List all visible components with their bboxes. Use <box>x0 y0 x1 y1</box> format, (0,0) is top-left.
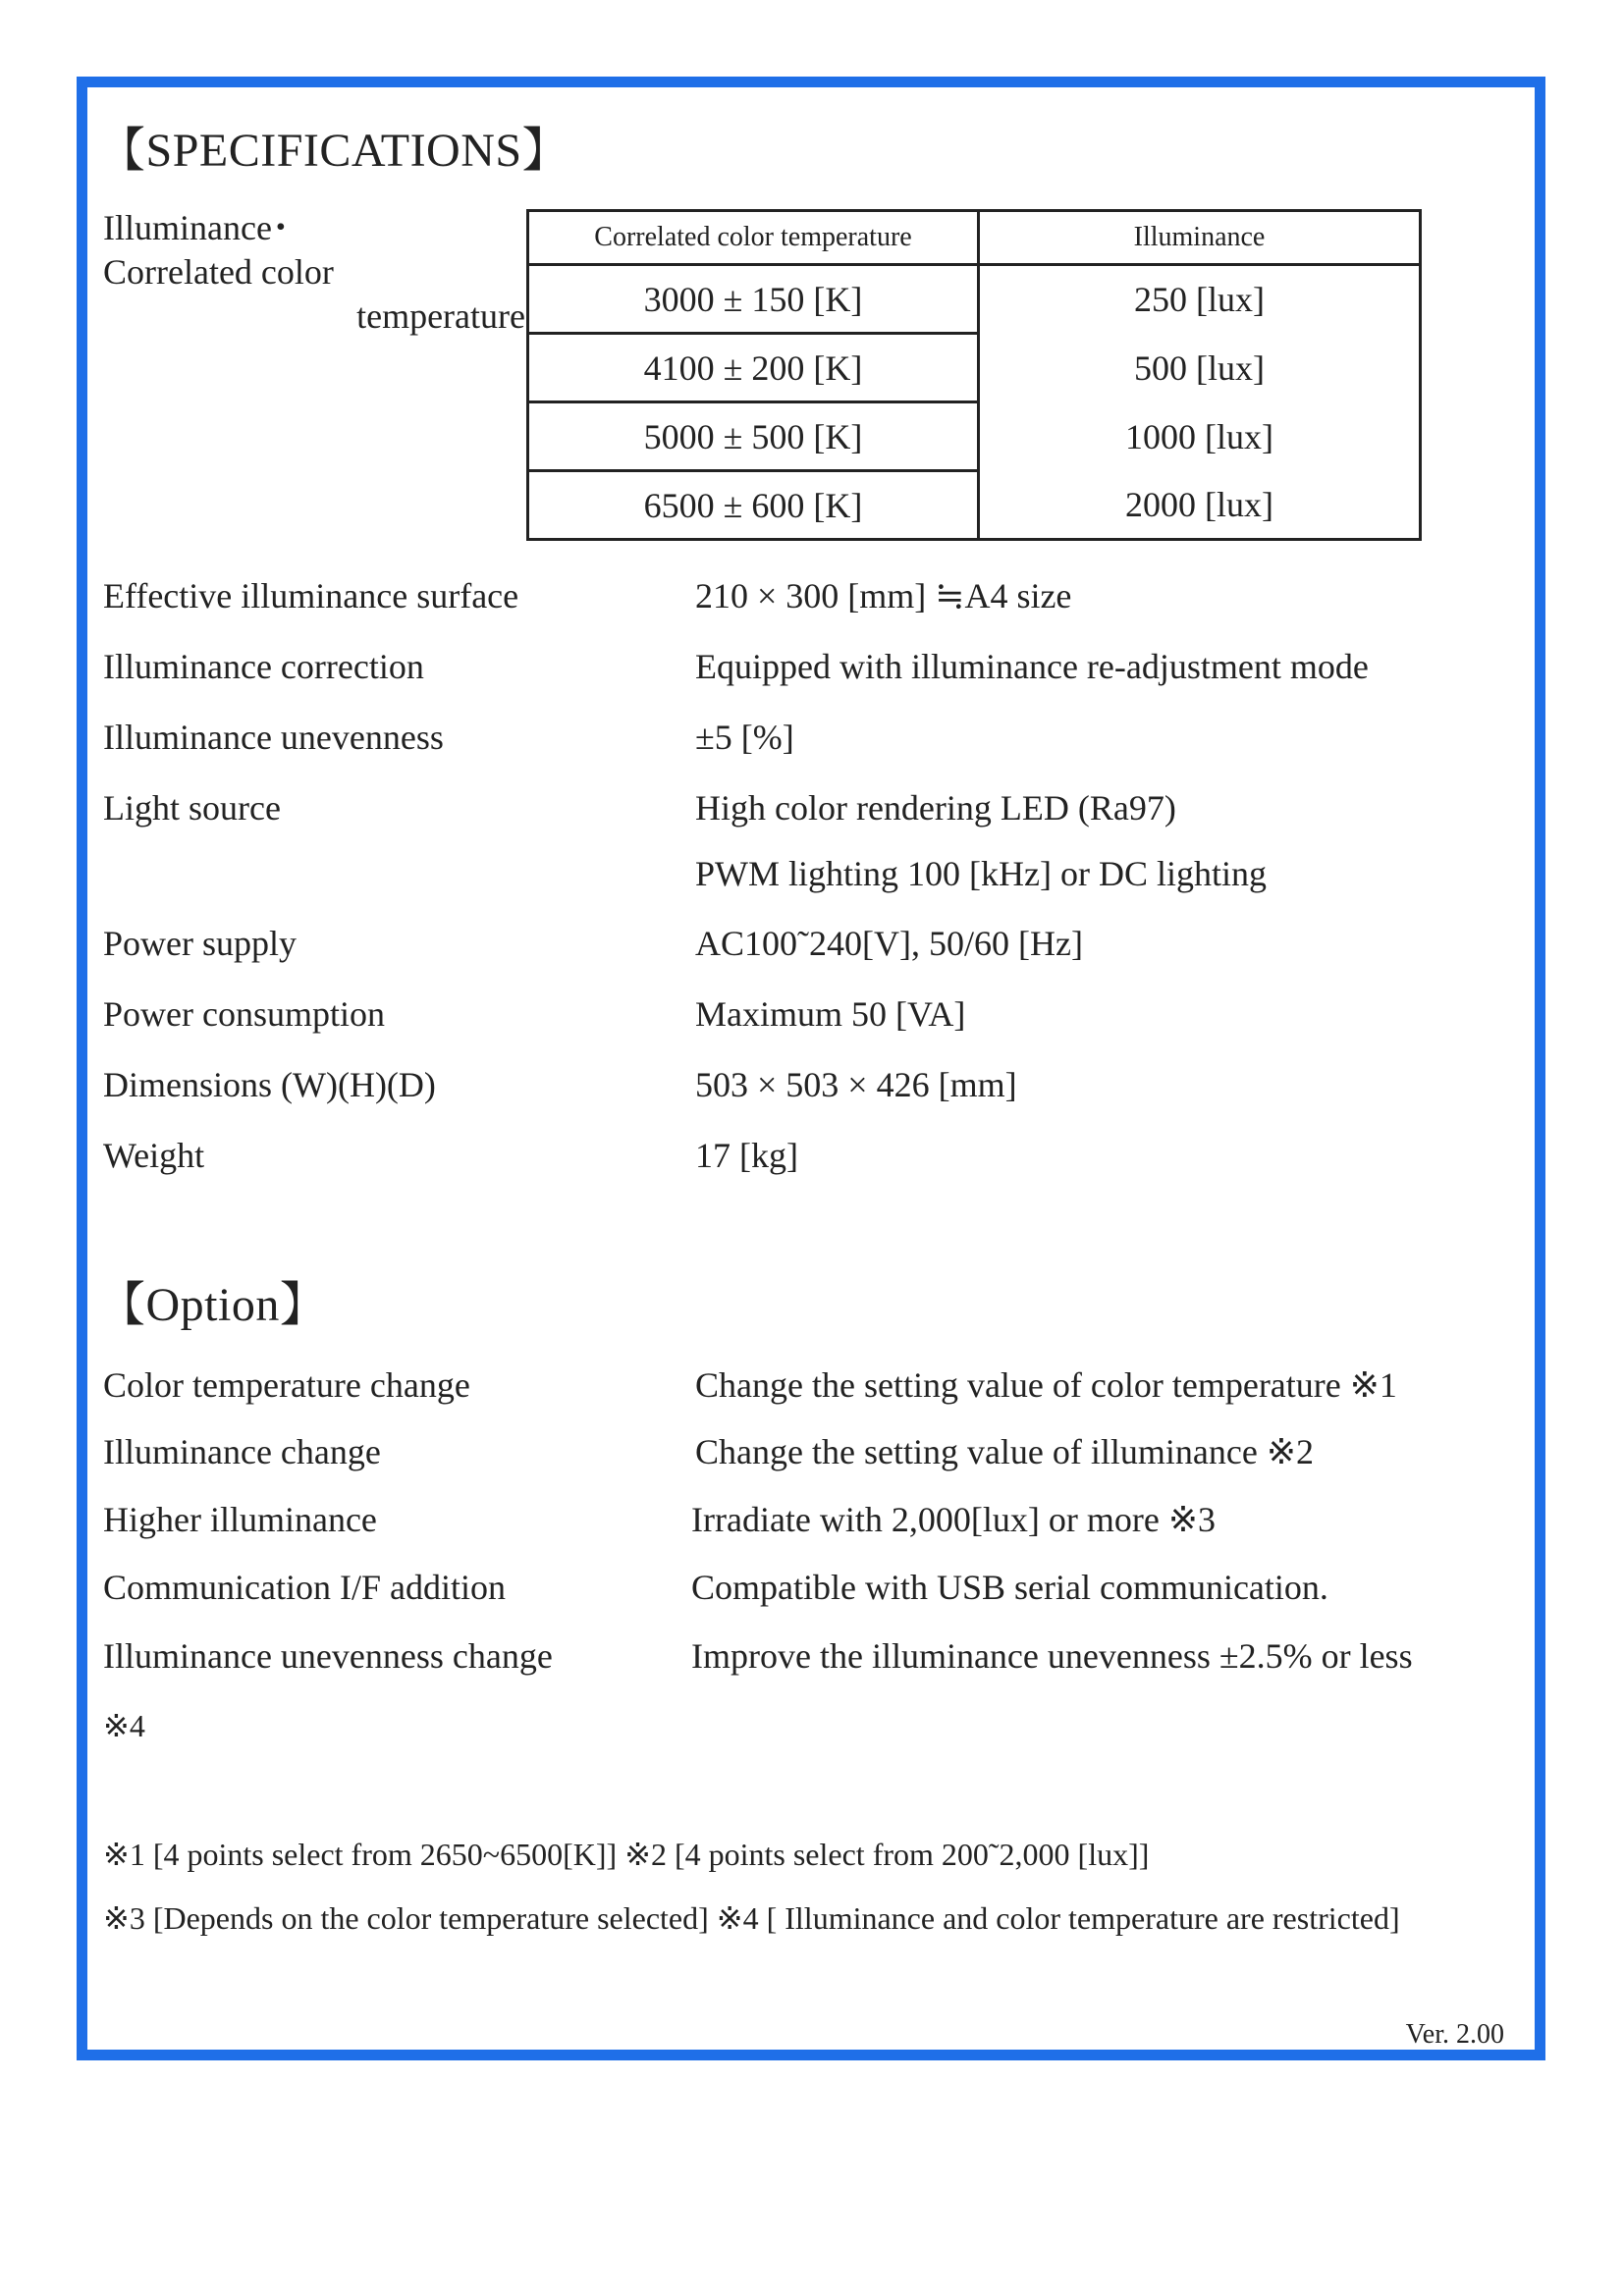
option-value-color-temp: Change the setting value of color temperature ※1 <box>695 1365 1397 1405</box>
option-label-color-temp: Color temperature change <box>103 1365 470 1405</box>
option-label-unevenness: Illuminance unevenness change <box>103 1636 553 1676</box>
footnote-line1: ※1 [4 points select from 2650~6500[K]] ※2 [4 points select from 200˜2,000 [lux]] <box>103 1837 1150 1872</box>
option-title: 【Option】 <box>98 1279 328 1331</box>
table-row <box>528 471 1421 540</box>
spec-value-power-supply: AC100˜240[V], 50/60 [Hz] <box>695 924 1083 963</box>
cct-label-line2: Correlated color <box>103 252 334 292</box>
option-label-illuminance: Illuminance change <box>103 1432 381 1471</box>
table-cell-illuminance: 250 [lux] <box>1134 280 1265 320</box>
table-cell-illuminance: 1000 [lux] <box>1125 416 1273 456</box>
option-value-illuminance: Change the setting value of illuminance ※2 <box>695 1432 1314 1471</box>
option-trailing-note: ※4 <box>103 1708 145 1743</box>
table-cell-cct: 5000 ± 500 [K] <box>528 402 979 471</box>
spec-label-dimensions: Dimensions (W)(H)(D) <box>103 1065 436 1104</box>
spec-value-weight: 17 [kg] <box>695 1136 798 1175</box>
footnote-line2: ※3 [Depends on the color temperature selected] ※4 [ Illuminance and color temperature are restricted] <box>103 1900 1400 1936</box>
table-cell-cct: 4100 ± 200 [K] <box>528 334 979 402</box>
spec-value-power-consumption: Maximum 50 [VA] <box>695 994 966 1034</box>
option-label-communication: Communication I/F addition <box>103 1568 506 1607</box>
table-header-row <box>528 211 1421 265</box>
cct-label-line3: temperature <box>356 296 525 336</box>
spec-value-illuminance-correction: Equipped with illuminance re-adjustment mode <box>695 647 1369 686</box>
cct-label-line1: Illuminance･ <box>103 208 290 247</box>
table-cell-cct: 6500 ± 600 [K] <box>528 471 979 540</box>
spec-value-light-source: High color rendering LED (Ra97) <box>695 788 1176 828</box>
spec-label-light-source: Light source <box>103 788 281 828</box>
spec-label-power-supply: Power supply <box>103 924 297 963</box>
option-value-communication: Compatible with USB serial communication. <box>691 1568 1328 1607</box>
table-row <box>528 402 1421 471</box>
spec-label-illuminance-correction: Illuminance correction <box>103 647 424 686</box>
spec-label-power-consumption: Power consumption <box>103 994 385 1034</box>
cct-label <box>103 206 525 339</box>
table-cell-illuminance: 500 [lux] <box>1134 347 1265 388</box>
spec-value-effective-surface: 210 × 300 [mm] ≒A4 size <box>695 576 1072 615</box>
option-value-higher-illuminance: Irradiate with 2,000[lux] or more ※3 <box>691 1500 1217 1539</box>
table-row <box>528 334 1421 402</box>
spec-label-weight: Weight <box>103 1136 205 1175</box>
version-label: Ver. 2.00 <box>1405 2019 1504 2050</box>
option-value-unevenness: Improve the illuminance unevenness ±2.5% or less <box>691 1636 1413 1676</box>
table-row <box>528 265 1421 334</box>
table-cell-cct: 3000 ± 150 [K] <box>528 265 979 334</box>
spec-value-dimensions: 503 × 503 × 426 [mm] <box>695 1065 1017 1104</box>
table-header-illuminance: Illuminance <box>979 211 1421 265</box>
table-cell-illuminance: 2000 [lux] <box>1125 484 1273 524</box>
cct-illuminance-table <box>526 209 1422 541</box>
spec-label-effective-surface: Effective illuminance surface <box>103 576 519 615</box>
table-header-cct: Correlated color temperature <box>528 211 979 265</box>
specifications-title: 【SPECIFICATIONS】 <box>98 125 570 177</box>
spec-value-lighting-mode: PWM lighting 100 [kHz] or DC lighting <box>695 854 1267 893</box>
option-label-higher-illuminance: Higher illuminance <box>103 1500 377 1539</box>
spec-value-unevenness: ±5 [%] <box>695 718 794 757</box>
spec-label-unevenness: Illuminance unevenness <box>103 718 444 757</box>
